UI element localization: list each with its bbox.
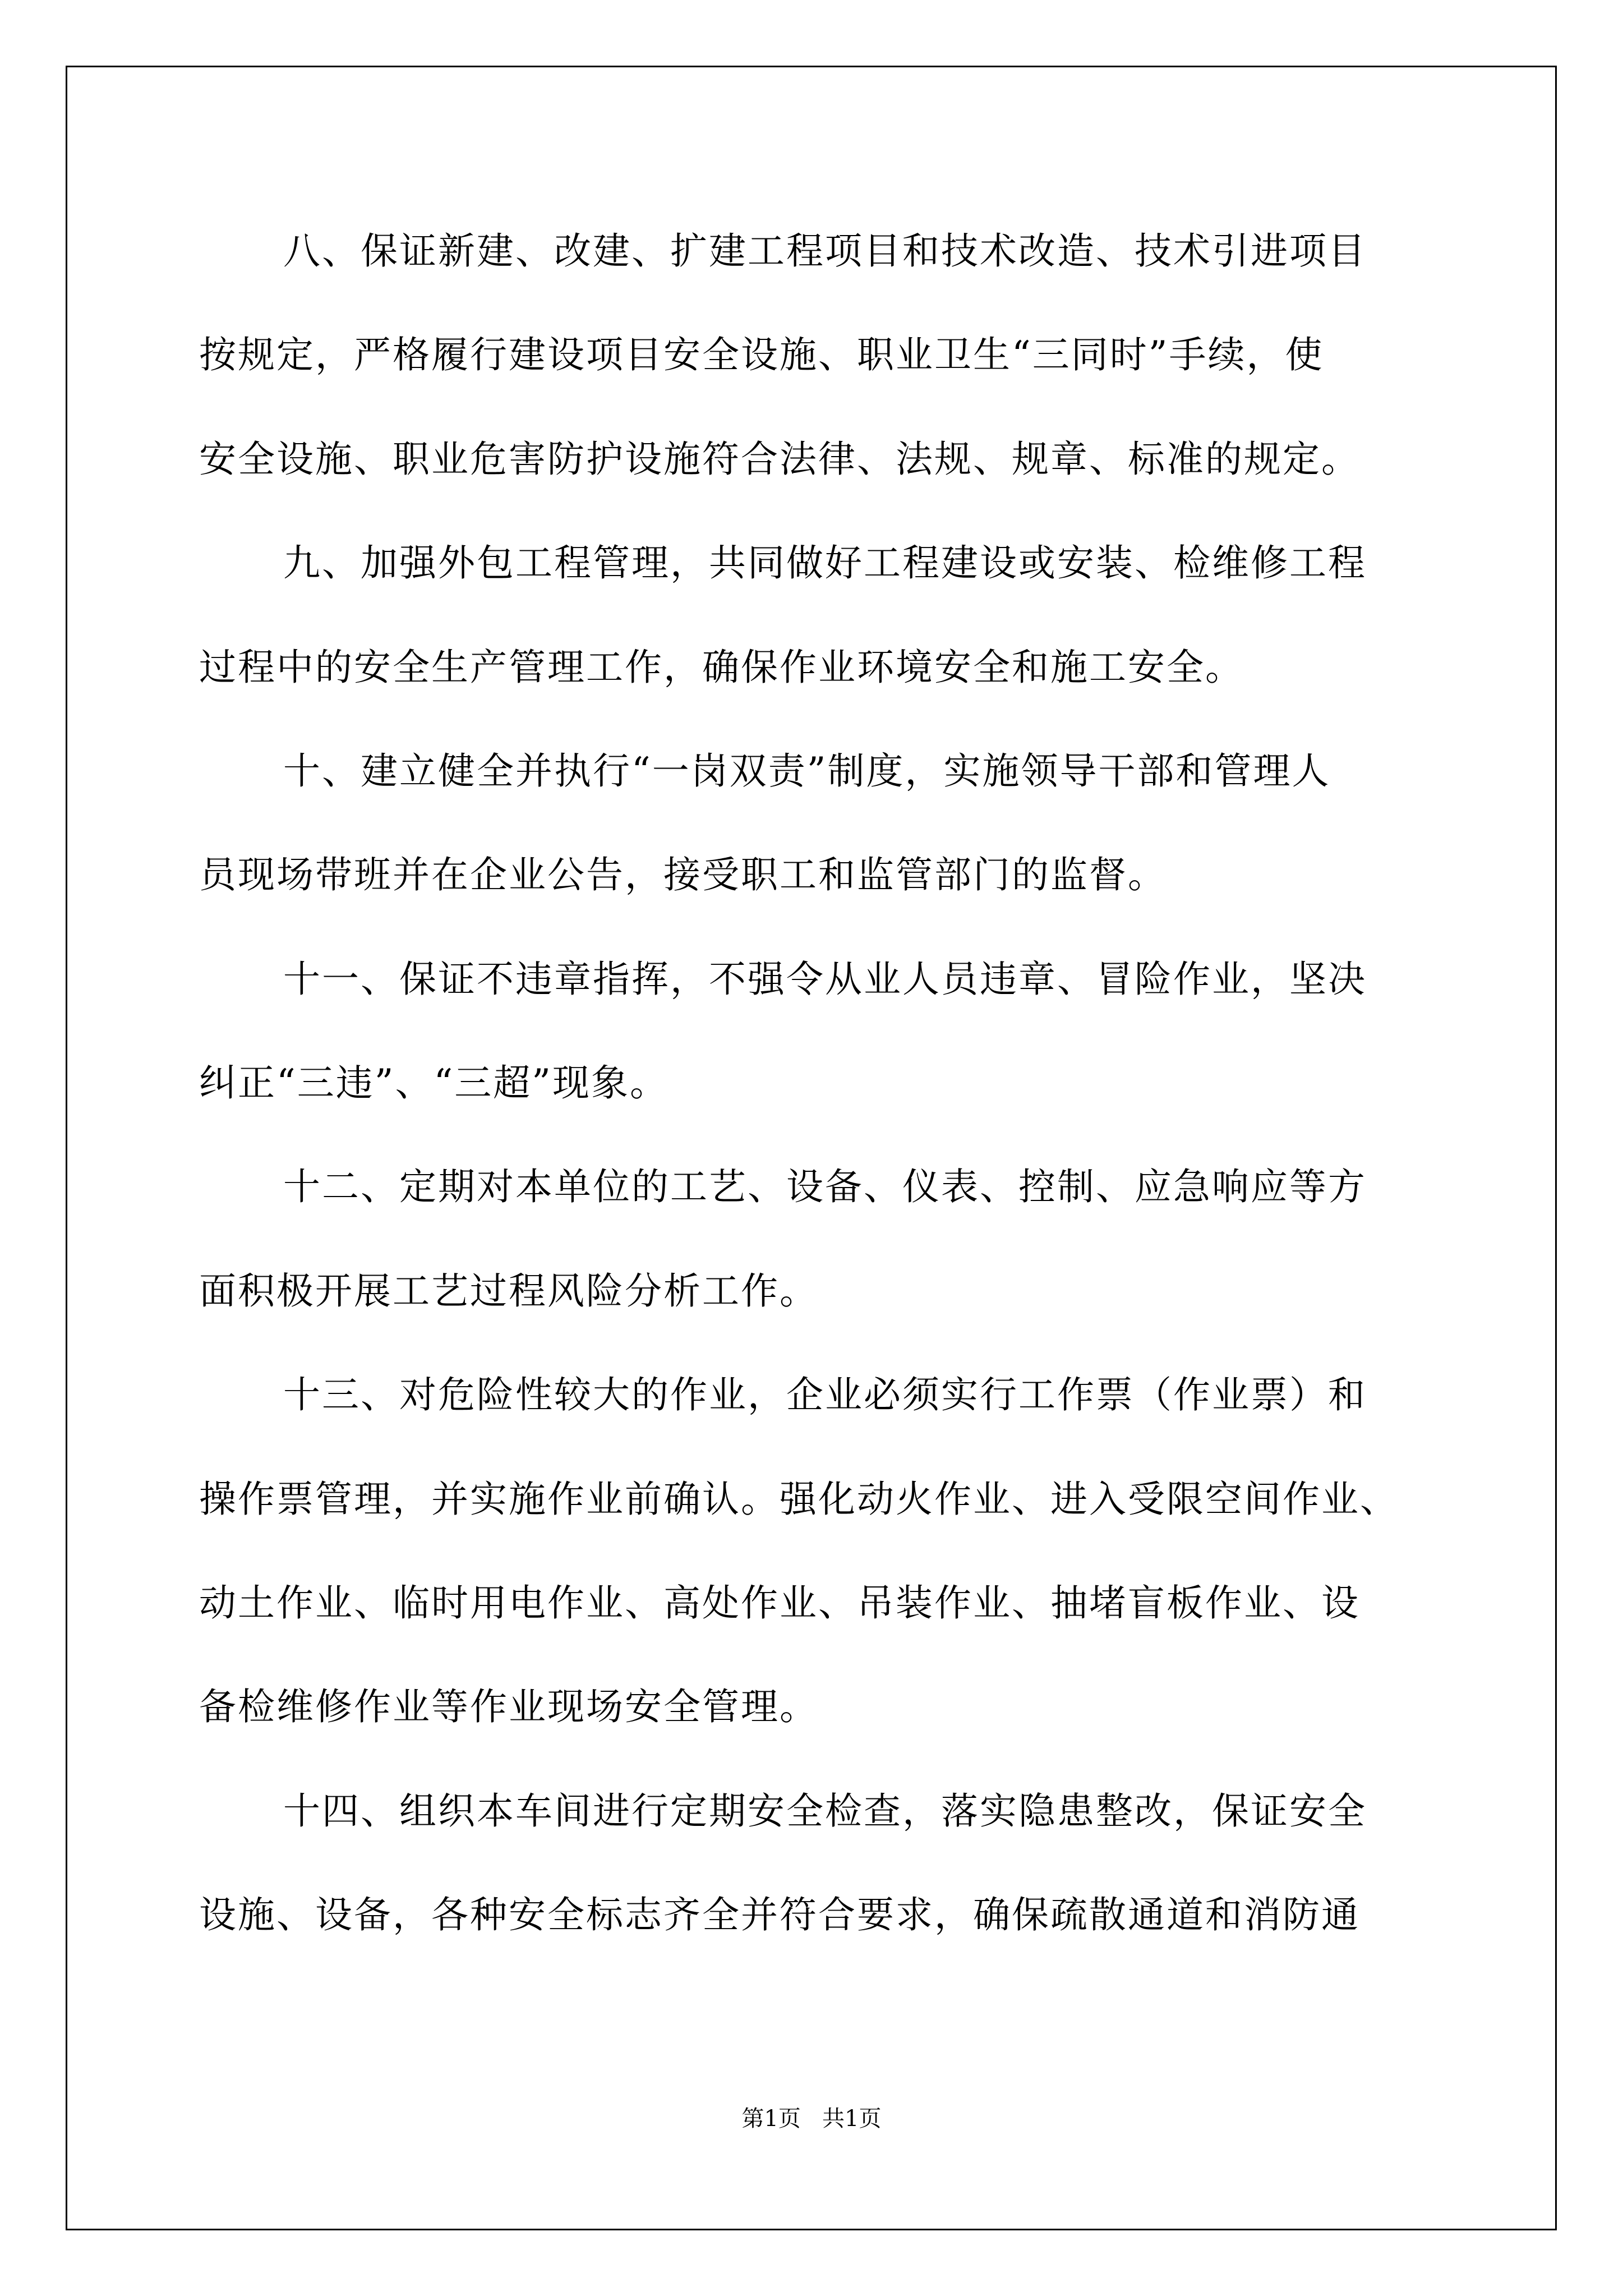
text-line: 十三、对危险性较大的作业，企业必须实行工作票（作业票）和	[283, 1373, 1367, 1416]
document-body	[199, 224, 1500, 1942]
text-line: 安全设施、职业危害防护设施符合法律、法规、规章、标准的规定。	[199, 438, 1360, 481]
text-line: 员现场带班并在企业公告，接受职工和监管部门的监督。	[199, 853, 1166, 896]
text-line: 操作票管理，并实施作业前确认。强化动火作业、进入受限空间作业、	[199, 1478, 1399, 1521]
text-line: 八、保证新建、改建、扩建工程项目和技术改造、技术引进项目	[283, 229, 1367, 273]
text-line: 过程中的安全生产管理工作，确保作业环境安全和施工安全。	[199, 646, 1244, 689]
text-line: 十、建立健全并执行“一岗双责”制度，实施领导干部和管理人	[283, 749, 1331, 793]
text-line: 动土作业、临时用电作业、高处作业、吊装作业、抽堵盲板作业、设	[199, 1581, 1360, 1625]
page-footer: 第1页 共1页	[741, 2106, 882, 2132]
text-line: 面积极开展工艺过程风险分析工作。	[199, 1269, 818, 1313]
text-line: 九、加强外包工程管理，共同做好工程建设或安装、检维修工程	[283, 541, 1367, 585]
text-line: 十四、组织本车间进行定期安全检查，落实隐患整改，保证安全	[283, 1789, 1367, 1833]
text-line: 设施、设备，各种安全标志齐全并符合要求，确保疏散通道和消防通	[199, 1893, 1360, 1936]
text-line: 纠正“三违”、“三超”现象。	[199, 1061, 668, 1105]
text-line: 十一、保证不违章指挥，不强令从业人员违章、冒险作业，坚决	[283, 958, 1367, 1001]
text-line: 按规定，严格履行建设项目安全设施、职业卫生“三同时”手续，使	[199, 333, 1324, 376]
text-line: 十二、定期对本单位的工艺、设备、仪表、控制、应急响应等方	[283, 1165, 1367, 1208]
text-line: 备检维修作业等作业现场安全管理。	[199, 1685, 818, 1728]
